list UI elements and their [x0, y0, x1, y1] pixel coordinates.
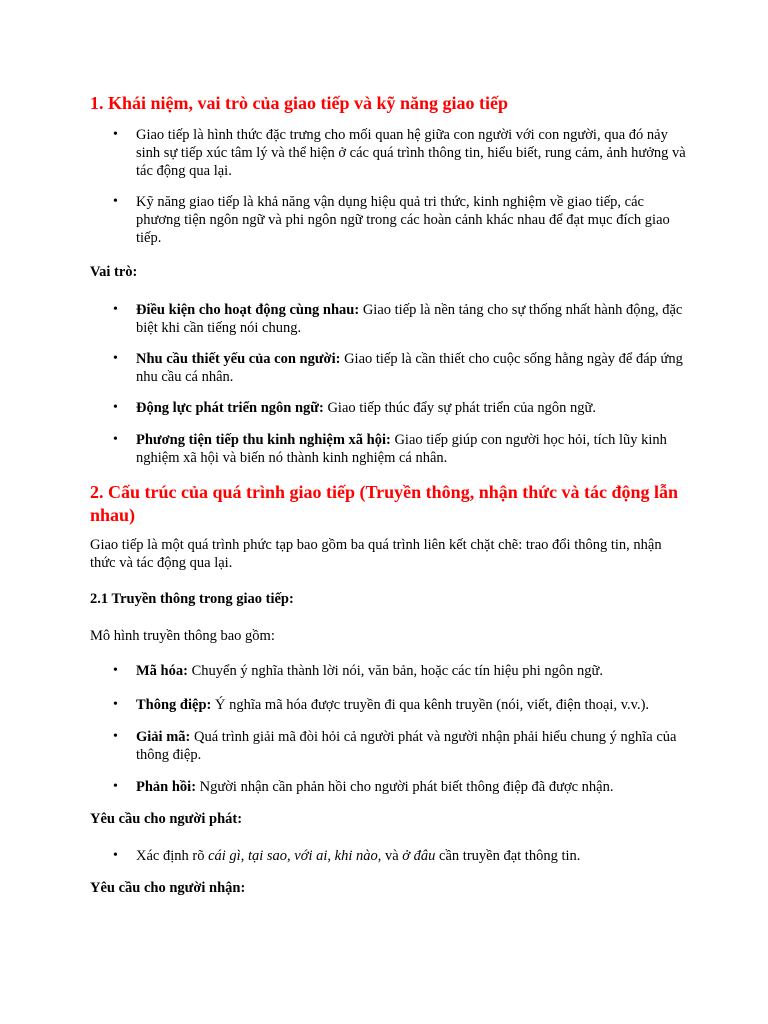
model-term: Thông điệp: [136, 697, 212, 713]
receiver-heading: Yêu cầu cho người nhận: [90, 880, 246, 896]
bullet-icon: • [113, 779, 118, 794]
document-page [90, 92, 690, 897]
role-term: Động lực phát triển ngôn ngữ: [136, 400, 324, 416]
bullet-icon: • [113, 351, 118, 366]
section-1-definition-list [90, 126, 690, 247]
list-item: • Nhu cầu thiết yếu của con người: Giao tiếp là cần thiết cho cuộc sống hằng ngày để đáp ứng nhu cầu cá nhân. [113, 351, 683, 385]
sender-list [90, 847, 690, 865]
list-item: • Phản hồi: Người nhận cần phản hồi cho người phát biết thông điệp đã được nhận. [113, 779, 614, 795]
bullet-icon: • [113, 848, 118, 863]
section-2-intro: Giao tiếp là một quá trình phức tạp bao gồm ba quá trình liên kết chặt chẽ: trao đổi thông tin, nhận thức và tác động qua lại. [90, 537, 662, 571]
role-term: Điều kiện cho hoạt động cùng nhau: [136, 302, 360, 318]
bullet-icon: • [113, 127, 118, 142]
section-2-heading: 2. Cấu trúc của quá trình giao tiếp (Truyền thông, nhận thức và tác động lẫn nhau) [90, 482, 679, 525]
bullet-icon: • [113, 302, 118, 317]
role-list [90, 301, 690, 467]
list-item: • Giao tiếp là hình thức đặc trưng cho mối quan hệ giữa con người với con người, qua đó nảy sinh sự tiếp xúc tâm lý và thể hiện ở các quá trình thông tin, hiểu biết, rung cảm, ảnh hưởng và tác động qua lại. [113, 127, 686, 179]
list-item: • Giải mã: Quá trình giải mã đòi hỏi cả người phát và người nhận phải hiểu chung ý nghĩa của thông điệp. [113, 729, 677, 763]
list-item: • Xác định rõ cái gì, tại sao, với ai, khi nào, và ở đâu cần truyền đạt thông tin. [113, 848, 581, 864]
list-item: • Kỹ năng giao tiếp là khả năng vận dụng hiệu quả tri thức, kinh nghiệm về giao tiếp, các phương tiện ngôn ngữ và phi ngôn ngữ trong các hoàn cảnh khác nhau để đạt mục đích giao tiếp. [113, 194, 670, 246]
list-item: • Thông điệp: Ý nghĩa mã hóa được truyền đi qua kênh truyền (nói, viết, điện thoại, v.v.). [113, 697, 650, 713]
bullet-icon: • [113, 663, 118, 678]
bullet-icon: • [113, 432, 118, 447]
list-item: • Điều kiện cho hoạt động cùng nhau: Giao tiếp là nền tảng cho sự thống nhất hành động, đặc biệt khi cần tiếng nói chung. [113, 302, 683, 336]
bullet-icon: • [113, 697, 118, 712]
bullet-icon: • [113, 729, 118, 744]
model-term: Giải mã: [136, 729, 191, 745]
bullet-icon: • [113, 194, 118, 209]
model-list [90, 662, 690, 796]
role-term: Nhu cầu thiết yếu của con người: [136, 351, 341, 367]
role-term: Phương tiện tiếp thu kinh nghiệm xã hội: [136, 432, 391, 448]
subsection-2-1-heading: 2.1 Truyền thông trong giao tiếp: [90, 591, 294, 607]
section-1-heading: 1. Khái niệm, vai trò của giao tiếp và kỹ năng giao tiếp [90, 93, 509, 113]
model-term: Mã hóa: [136, 663, 188, 679]
bullet-icon: • [113, 400, 118, 415]
model-intro: Mô hình truyền thông bao gồm: [90, 628, 275, 644]
list-item: • Mã hóa: Chuyển ý nghĩa thành lời nói, văn bản, hoặc các tín hiệu phi ngôn ngữ. [113, 663, 603, 679]
list-item: • Động lực phát triển ngôn ngữ: Giao tiếp thúc đẩy sự phát triển của ngôn ngữ. [113, 400, 597, 416]
sender-heading: Yêu cầu cho người phát: [90, 811, 243, 827]
role-heading: Vai trò: [90, 264, 138, 280]
list-item: • Phương tiện tiếp thu kinh nghiệm xã hội: Giao tiếp giúp con người học hỏi, tích lũy kinh nghiệm xã hội và biến nó thành kinh nghiệm cá nhân. [113, 432, 667, 466]
model-term: Phản hồi: [136, 779, 197, 795]
